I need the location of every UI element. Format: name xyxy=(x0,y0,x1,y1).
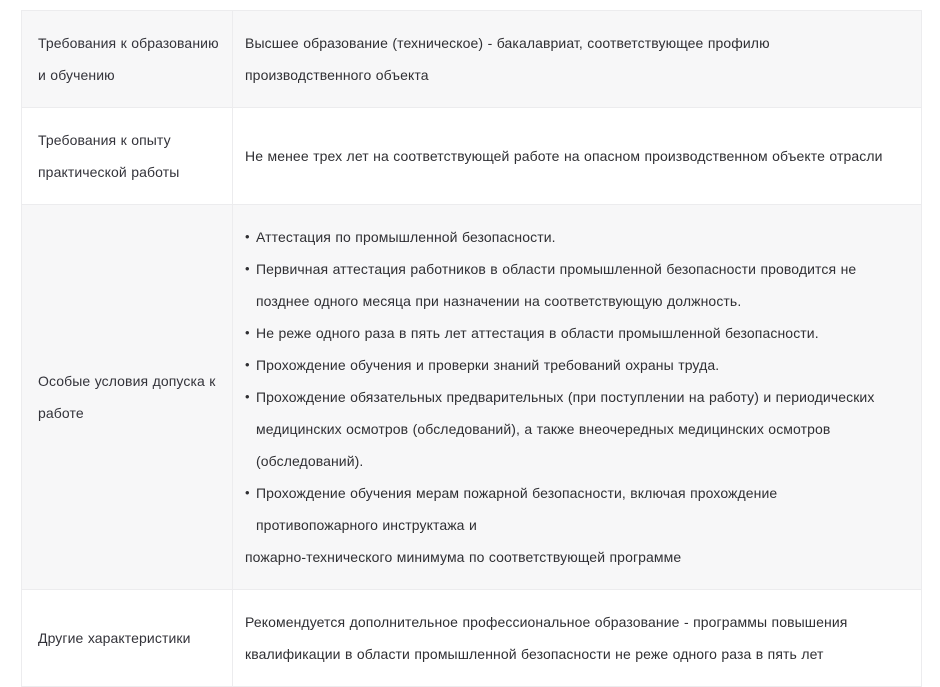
row-label-cell-other-characteristics xyxy=(22,590,233,687)
row-value-experience: Не менее трех лет на соответствующей работе на опасном производственном объекте отрасли xyxy=(245,148,883,164)
list-item: • Не реже одного раза в пять лет аттестация в области промышленной безопасности. xyxy=(245,317,899,349)
row-label-other-characteristics: Другие характеристики xyxy=(38,630,191,646)
row-label-experience: Требования к опыту практической работы xyxy=(38,132,180,180)
list-item: • Прохождение обучения и проверки знаний требований охраны труда. xyxy=(245,349,899,381)
row-value-education: Высшее образование (техническое) - бакалавриат, соответствующее профилю производственного объекта xyxy=(245,35,770,83)
list-item: • Прохождение обучения мерам пожарной безопасности, включая прохождение противопожарного инструктажа и xyxy=(245,477,899,541)
row-value-cell-special-conditions xyxy=(233,205,922,590)
list-item: • Прохождение обязательных предварительных (при поступлении на работу) и периодических медицинских осмотров (обследований), а также внеочередных медицинских осмотров (обследований). xyxy=(245,381,899,477)
row-value-other-characteristics: Рекомендуется дополнительное профессиональное образование - программы повышения квалификации в области промышленной безопасности не реже одного раза в пять лет xyxy=(245,614,848,662)
requirements-table-body xyxy=(22,11,922,687)
table-row xyxy=(22,590,922,687)
table-row xyxy=(22,108,922,205)
row-label-cell-education xyxy=(22,11,233,108)
list-item: • Аттестация по промышленной безопасности. xyxy=(245,221,899,253)
row-label-education: Требования к образованию и обучению xyxy=(38,35,219,83)
table-row xyxy=(22,205,922,590)
row-value-cell-other-characteristics xyxy=(233,590,922,687)
requirements-table xyxy=(21,10,922,687)
row-label-special-conditions: Особые условия допуска к работе xyxy=(38,373,216,421)
special-conditions-bullet-list xyxy=(245,221,899,573)
list-item: • Первичная аттестация работников в области промышленной безопасности проводится не позднее одного месяца при назначении на соответствующую должность. xyxy=(245,253,899,317)
row-value-cell-education xyxy=(233,11,922,108)
row-value-special-conditions xyxy=(233,205,921,589)
row-label-cell-special-conditions xyxy=(22,205,233,590)
list-item-continuation: пожарно-технического минимума по соответствующей программе xyxy=(245,549,682,565)
table-row xyxy=(22,11,922,108)
row-label-cell-experience xyxy=(22,108,233,205)
row-value-cell-experience xyxy=(233,108,922,205)
